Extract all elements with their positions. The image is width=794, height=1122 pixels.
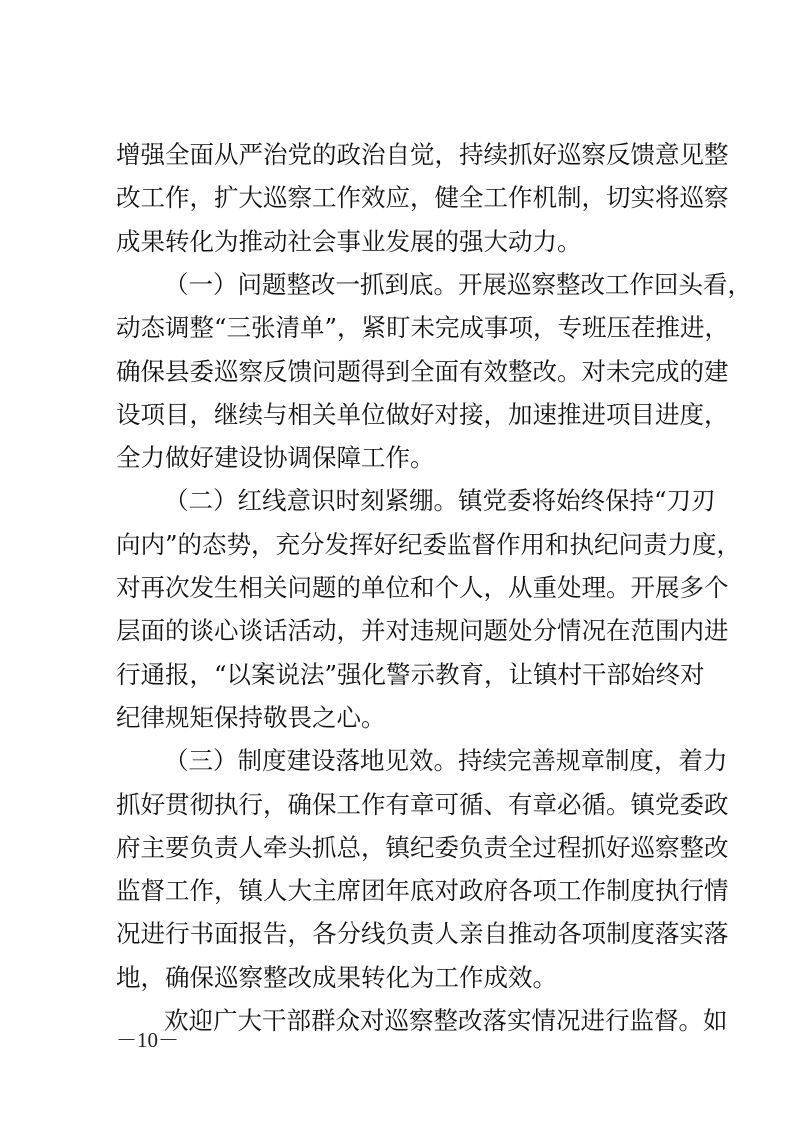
paragraph-line: 抓好贯彻执行，确保工作有章可循、有章必循。镇党委政 (116, 789, 729, 819)
paragraph-line: （二）红线意识时刻紧绷。镇党委将始终保持“刀刃 (164, 486, 716, 516)
paragraph-line: 地，确保巡察整改成果转化为工作成效。 (116, 962, 557, 992)
paragraph-line: （一）问题整改一抓到底。开展巡察整改工作回头看， (164, 269, 752, 299)
paragraph-line: 对再次发生相关问题的单位和个人，从重处理。开展多个 (116, 573, 729, 602)
paragraph-line: 成果转化为推动社会事业发展的强大动力。 (116, 226, 582, 256)
paragraph-line: 确保县委巡察反馈问题得到全面有效整改。对未完成的建 (116, 356, 729, 386)
paragraph-line: 层面的谈心谈话活动，并对违规问题处分情况在范围内进 (116, 616, 729, 646)
paragraph-line: 全力做好建设协调保障工作。 (116, 443, 435, 473)
paragraph-line: 监督工作，镇人大主席团年底对政府各项工作制度执行情 (116, 876, 729, 906)
paragraph-line: 行通报，“以案说法”强化警示教育，让镇村干部始终对 (116, 659, 705, 689)
paragraph-line-last: 欢迎广大干部群众对巡察整改落实情况进行监督。如 (164, 1006, 728, 1035)
paragraph-line: 府主要负责人牵头抓总，镇纪委负责全过程抓好巡察整改 (116, 832, 729, 862)
paragraph-line: （三）制度建设落地见效。持续完善规章制度，着力 (164, 746, 728, 776)
page-number: －10－ (116, 1028, 179, 1052)
paragraph-line: 设项目，继续与相关单位做好对接，加速推进项目进度， (116, 399, 729, 429)
paragraph-line: 纪律规矩保持敬畏之心。 (116, 702, 386, 732)
paragraph-line: 改工作，扩大巡察工作效应，健全工作机制，切实将巡察 (116, 183, 729, 213)
paragraph-line: 动态调整“三张清单”，紧盯未完成事项，专班压茬推进， (116, 313, 730, 343)
paragraph-line: 向内”的态势，充分发挥好纪委监督作用和执纪问责力度， (116, 529, 742, 559)
paragraph-line: 况进行书面报告，各分线负责人亲自推动各项制度落实落 (116, 919, 729, 949)
paragraph-line: 增强全面从严治党的政治自觉，持续抓好巡察反馈意见整 (116, 140, 729, 169)
